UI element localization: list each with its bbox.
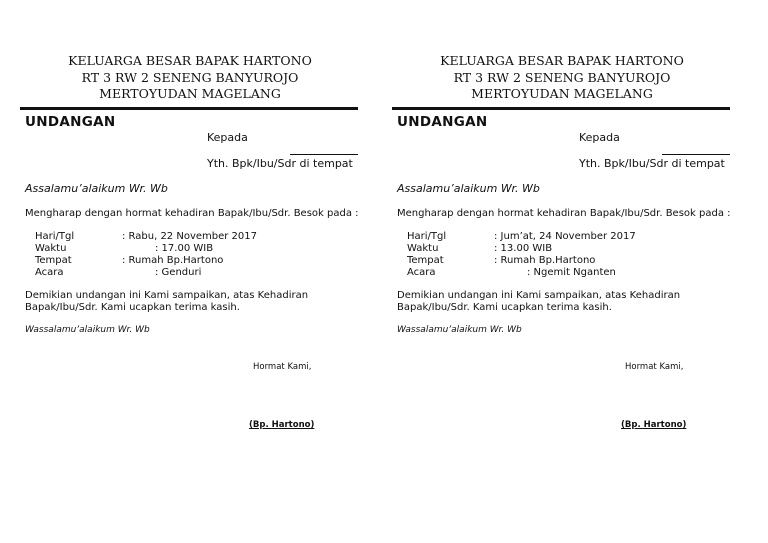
greeting: Assalamu’alaikum Wr. Wb	[25, 182, 168, 195]
signature-name: (Bp. Hartono)	[621, 420, 687, 430]
detail-value: : 17.00 WIB	[155, 243, 214, 254]
event-details	[407, 231, 727, 279]
farewell: Wassalamu’alaikum Wr. Wb	[25, 325, 150, 335]
detail-label: Waktu	[35, 243, 67, 254]
detail-row-time	[407, 243, 727, 255]
letterhead-line-1: KELUARGA BESAR BAPAK HARTONO	[68, 53, 312, 68]
detail-label: Acara	[35, 267, 64, 278]
recipient-label: Kepada	[207, 131, 248, 144]
detail-row-place	[407, 255, 727, 267]
detail-value: : 13.00 WIB	[494, 243, 553, 254]
signature-name: (Bp. Hartono)	[249, 420, 315, 430]
detail-value: : Jum’at, 24 November 2017	[494, 231, 636, 242]
letterhead-line-3: MERTOYUDAN MAGELANG	[99, 86, 281, 101]
closing-line-2: Bapak/Ibu/Sdr. Kami ucapkan terima kasih.	[25, 301, 240, 313]
detail-value: : Rumah Bp.Hartono	[122, 255, 224, 266]
intro-text: Mengharap dengan hormat kehadiran Bapak/Ibu/Sdr. Besok pada :	[25, 208, 359, 219]
event-details	[35, 231, 355, 279]
intro-text: Mengharap dengan hormat kehadiran Bapak/Ibu/Sdr. Besok pada :	[397, 208, 731, 219]
detail-label: Tempat	[407, 255, 444, 266]
recipient-blank-line	[290, 154, 358, 155]
letterhead-line-2: RT 3 RW 2 SENENG BANYUROJO	[81, 69, 299, 85]
letterhead	[20, 53, 360, 103]
detail-row-event	[35, 267, 355, 279]
closing-text	[25, 290, 355, 313]
detail-value: : Rumah Bp.Hartono	[494, 255, 596, 266]
greeting: Assalamu’alaikum Wr. Wb	[397, 182, 540, 195]
closing-line-1: Demikian undangan ini Kami sampaikan, atas Kehadiran	[397, 290, 681, 301]
detail-row-date	[407, 231, 727, 243]
detail-value: : Rabu, 22 November 2017	[122, 231, 257, 242]
closing-text	[397, 290, 727, 313]
detail-label: Waktu	[407, 243, 439, 254]
detail-row-place	[35, 255, 355, 267]
recipient-address: Yth. Bpk/Ibu/Sdr di tempat	[579, 157, 725, 170]
recipient-blank-line	[662, 154, 730, 155]
letterhead	[392, 53, 732, 103]
invitation-card-left	[20, 0, 360, 543]
detail-row-event	[407, 267, 727, 279]
invitation-title: UNDANGAN	[397, 114, 488, 130]
detail-label: Acara	[407, 267, 436, 278]
letterhead-line-3: MERTOYUDAN MAGELANG	[471, 86, 653, 101]
letterhead-line-1: KELUARGA BESAR BAPAK HARTONO	[440, 53, 684, 68]
detail-row-date	[35, 231, 355, 243]
header-divider	[392, 107, 730, 110]
regards: Hormat Kami,	[625, 362, 684, 372]
recipient-label: Kepada	[579, 131, 620, 144]
detail-row-time	[35, 243, 355, 255]
farewell: Wassalamu’alaikum Wr. Wb	[397, 325, 522, 335]
invitation-title: UNDANGAN	[25, 114, 116, 130]
closing-line-1: Demikian undangan ini Kami sampaikan, atas Kehadiran	[25, 290, 309, 301]
invitation-card-right	[392, 0, 732, 543]
detail-value: : Genduri	[155, 267, 202, 278]
recipient-address: Yth. Bpk/Ibu/Sdr di tempat	[207, 157, 353, 170]
detail-label: Hari/Tgl	[407, 231, 447, 242]
header-divider	[20, 107, 358, 110]
letterhead-line-2: RT 3 RW 2 SENENG BANYUROJO	[453, 69, 671, 85]
regards: Hormat Kami,	[253, 362, 312, 372]
detail-label: Hari/Tgl	[35, 231, 75, 242]
detail-label: Tempat	[35, 255, 72, 266]
closing-line-2: Bapak/Ibu/Sdr. Kami ucapkan terima kasih.	[397, 301, 612, 313]
detail-value: : Ngemit Nganten	[527, 267, 616, 278]
